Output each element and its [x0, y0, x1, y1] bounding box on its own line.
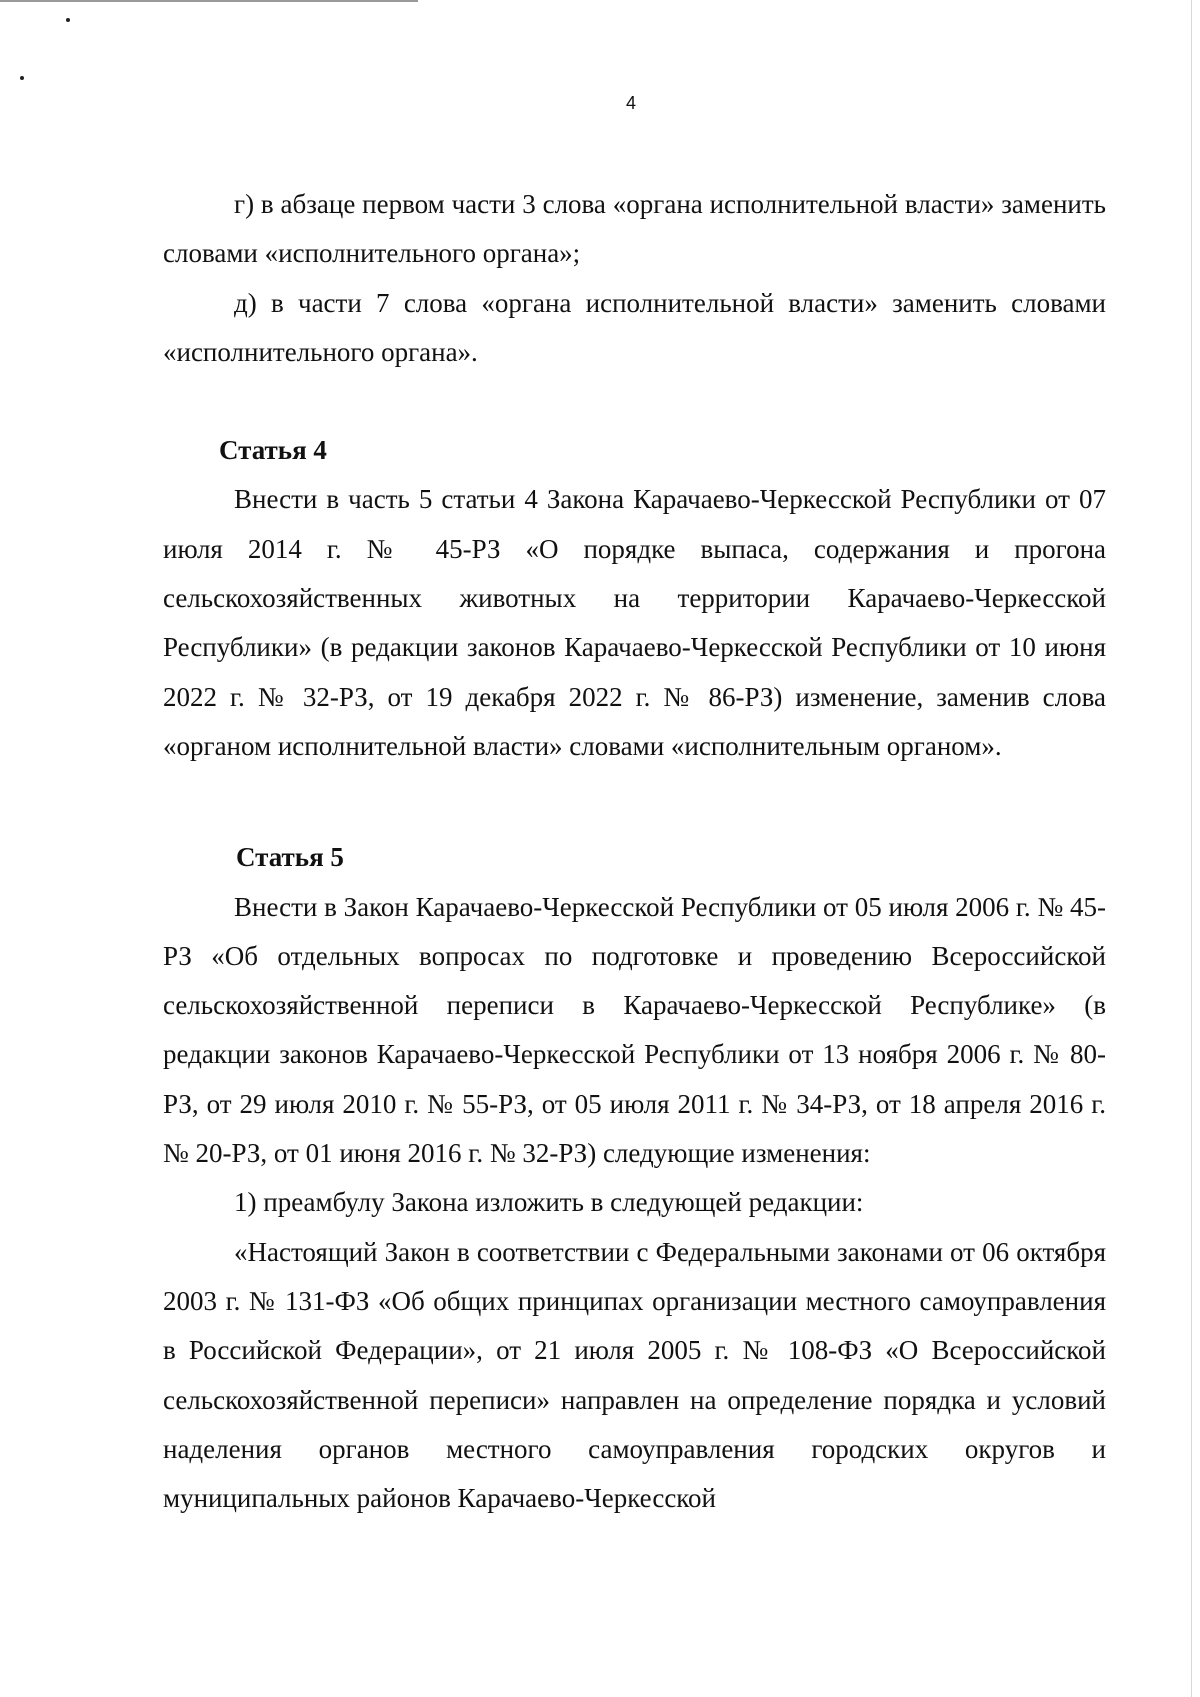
paragraph-g: г) в абзаце первом части 3 слова «органа исполнительной власти» заменить словами «исполнительного органа»; [163, 189, 1106, 269]
paragraph-d: д) в части 7 слова «органа исполнительной власти» заменить словами «исполнительного органа». [163, 287, 1106, 367]
article-5-item-1: 1) преамбулу Закона изложить в следующей редакции: [234, 1187, 864, 1218]
page-number: 4 [625, 93, 636, 113]
document-body [163, 180, 1106, 1523]
article-5-heading: Статья 5 [236, 842, 344, 873]
scan-top-edge [0, 0, 418, 2]
scan-speck [20, 76, 24, 80]
scan-right-edge [1191, 0, 1192, 1697]
article-5-text: Внести в Закон Карачаево-Черкесской Республики от 05 июля 2006 г. № 45-РЗ «Об отдельных вопросах по подготовке и проведению Всероссийской сельскохозяйственной переписи в Карачаево-Черкесской Республике» (в редакции законов Карачаево-Черкесской Республики от 13 ноября 2006 г. № 80-РЗ, от 29 июля 2010 г. № 55-РЗ, от 05 июля 2011 г. № 34-РЗ, от 18 апреля 2016 г. № 20-РЗ, от 01 июня 2016 г. № 32-РЗ) следующие изменения: [163, 891, 1106, 1169]
scan-speck [66, 18, 70, 22]
preamble-quote: «Настоящий Закон в соответствии с Федеральными законами от 06 октября 2003 г. № 131-ФЗ «Об общих принципах организации местного самоуправления в Российской Федерации», от 21 июля 2005 г. № 108-ФЗ «О Всероссийской сельскохозяйственной переписи» направлен на определение порядка и условий наделения органов местного самоуправления городских округов и муниципальных районов Карачаево-Черкесской [163, 1236, 1106, 1514]
article-4-heading: Статья 4 [219, 435, 327, 466]
article-4-text: Внести в часть 5 статьи 4 Закона Карачаево-Черкесской Республики от 07 июля 2014 г. № 45-РЗ «О порядке выпаса, содержания и прогона сельскохозяйственных животных на территории Карачаево-Черкесской Республики» (в редакции законов Карачаево-Черкесской Республики от 10 июня 2022 г. № 32-РЗ, от 19 декабря 2022 г. № 86-РЗ) изменение, заменив слова «органом исполнительной власти» словами «исполнительным органом». [163, 484, 1106, 761]
